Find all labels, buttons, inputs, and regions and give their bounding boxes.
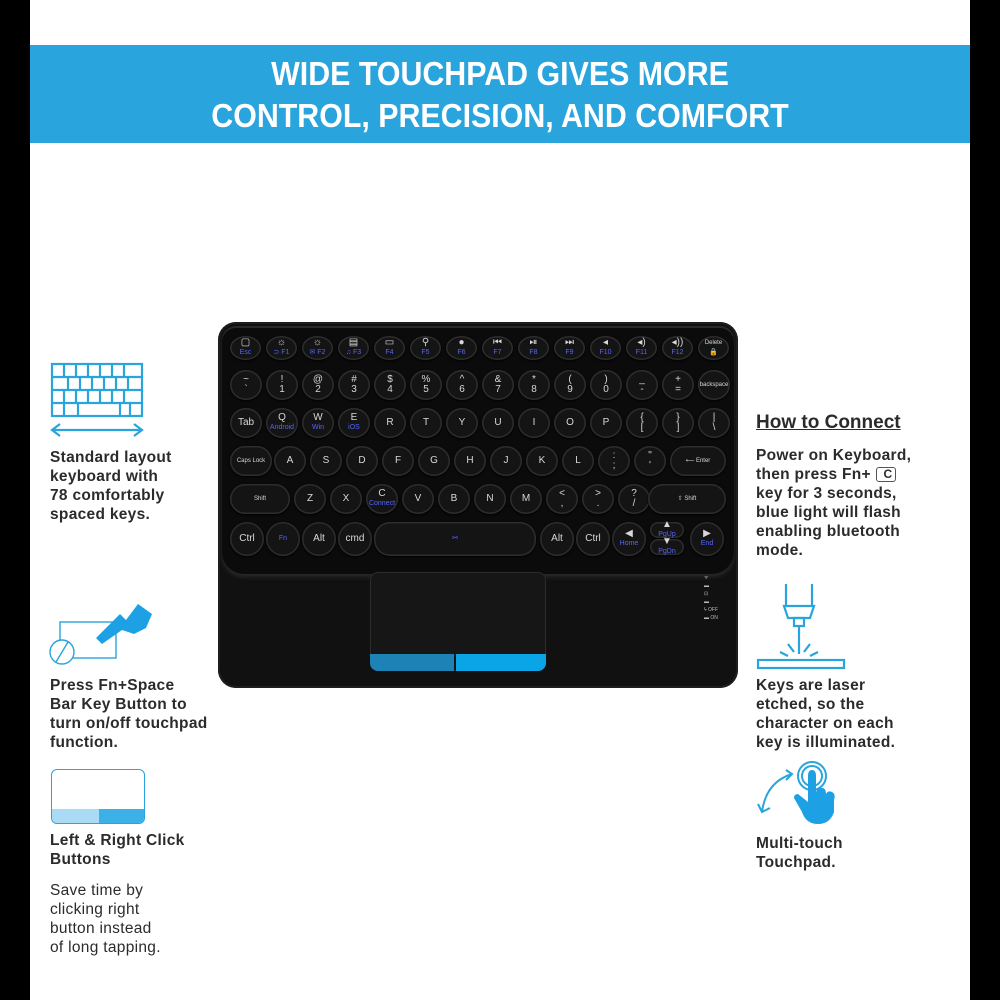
- key-legend: Z: [306, 493, 314, 504]
- key-legend: ⊃ F1: [273, 349, 290, 356]
- key-legend: ☼: [276, 337, 287, 348]
- headline-line-1: WIDE TOUCHPAD GIVES MORE: [271, 55, 729, 92]
- keyboard-key: [302, 408, 334, 438]
- key-legend: Win: [311, 424, 325, 431]
- c-key-glyph: [876, 467, 897, 482]
- key-legend: &: [494, 374, 502, 385]
- keyboard-key: [582, 484, 614, 514]
- key-legend: {: [640, 412, 644, 423]
- keyboard-key: [230, 336, 261, 360]
- key-legend: cmd: [345, 533, 365, 544]
- key-legend: ◂: [602, 337, 609, 348]
- how-to-connect-heading: How to Connect: [756, 412, 901, 433]
- touchpad-right-button: [456, 654, 546, 671]
- multitouch-hand-icon: [756, 760, 842, 826]
- keyboard-key: [590, 370, 622, 400]
- touchpad-left-button: [370, 654, 454, 671]
- key-legend: ": [648, 450, 652, 461]
- key-legend: 6: [459, 384, 465, 395]
- key-legend: ⚯: [452, 535, 458, 542]
- key-legend: Home: [619, 540, 639, 547]
- touchpad-toggle-icon: [48, 600, 158, 670]
- key-legend: (: [568, 374, 572, 385]
- text-line: function.: [50, 734, 119, 751]
- text-line: then press Fn+: [756, 466, 871, 483]
- key-legend: ^: [459, 374, 465, 385]
- keyboard-key: [518, 336, 549, 360]
- keyboard-key: [690, 522, 724, 556]
- key-legend: !: [280, 374, 284, 385]
- text-line: spaced keys.: [50, 506, 151, 523]
- key-legend: PgDn: [658, 548, 676, 555]
- key-legend: X: [342, 493, 350, 504]
- key-legend: ⟵ Enter: [685, 458, 711, 464]
- key-legend: backspace: [699, 382, 729, 388]
- feature-touchpad-toggle: [50, 676, 208, 752]
- key-legend: F9: [565, 349, 574, 356]
- keyboard-key: [698, 336, 729, 360]
- keyboard-key: [546, 484, 578, 514]
- keyboard-key: [374, 370, 406, 400]
- key-legend: S: [322, 455, 330, 466]
- key-legend: F: [394, 455, 402, 466]
- keyboard-key: [612, 522, 646, 556]
- key-legend: ;: [612, 460, 616, 471]
- key-legend: ▶: [703, 528, 711, 539]
- product-infographic: [30, 0, 970, 1000]
- keyboard-key: [576, 522, 610, 556]
- key-legend: ]: [676, 422, 680, 433]
- key-legend: M: [521, 493, 531, 504]
- keyboard-key: [662, 408, 694, 438]
- keyboard-key: [474, 484, 506, 514]
- status-led: ▬ ON: [704, 615, 718, 621]
- key-legend: :: [612, 450, 616, 461]
- key-legend: #: [351, 374, 357, 385]
- text-line: key for 3 seconds,: [756, 485, 897, 502]
- key-legend: Fn: [278, 535, 288, 542]
- keyboard-key: [230, 446, 272, 476]
- text-line: character on each: [756, 715, 894, 732]
- keyboard-key: [230, 370, 262, 400]
- key-legend: 1: [279, 384, 285, 395]
- keyboard-key: [366, 484, 398, 514]
- key-legend: ⇧ Shift: [677, 496, 697, 502]
- key-legend: O: [566, 417, 574, 428]
- keyboard-key: [338, 522, 372, 556]
- key-legend: _: [639, 374, 645, 385]
- keyboard-key: [266, 336, 297, 360]
- key-legend: ✉ F2: [309, 349, 326, 356]
- status-led: ϟ OFF: [704, 607, 719, 613]
- key-legend: ▼: [662, 536, 672, 547]
- key-legend: F12: [671, 349, 684, 356]
- text-line: keyboard with: [50, 468, 159, 485]
- key-legend: Caps Lock: [236, 458, 266, 464]
- key-legend: H: [466, 455, 474, 466]
- key-legend: iOS: [348, 424, 360, 431]
- key-legend: J: [503, 455, 509, 466]
- connect-instructions: [756, 446, 911, 560]
- key-legend: ▢: [240, 337, 251, 348]
- text-line-with-key: [756, 465, 911, 484]
- key-legend: K: [538, 455, 546, 466]
- keyboard-key: [698, 408, 730, 438]
- text-line: turn on/off touchpad: [50, 715, 208, 732]
- text-line: Press Fn+Space: [50, 677, 175, 694]
- keyboard-key: [410, 370, 442, 400]
- text-line: blue light will flash: [756, 504, 901, 521]
- keyboard-key: [590, 336, 621, 360]
- key-legend: >: [595, 488, 601, 499]
- key-legend: E: [350, 412, 358, 423]
- keyboard-key: [446, 336, 477, 360]
- key-legend: 4: [387, 384, 393, 395]
- text-line: Bar Key Button to: [50, 696, 187, 713]
- text-line: Multi-touch: [756, 835, 843, 852]
- key-legend: Ctrl: [239, 533, 255, 544]
- key-legend: ◂): [637, 337, 646, 348]
- keyboard-key: [410, 408, 442, 438]
- keyboard-key: [374, 336, 405, 360]
- key-legend: V: [414, 493, 422, 504]
- keyboard-key: [330, 484, 362, 514]
- keyboard-key: [554, 370, 586, 400]
- key-legend: [: [640, 422, 644, 433]
- key-legend: 8: [531, 384, 537, 395]
- text-line: Left & Right Click: [50, 832, 185, 849]
- key-legend: Connect: [368, 500, 396, 507]
- keyboard-key: [554, 408, 586, 438]
- key-legend: ♫ F3: [345, 349, 362, 356]
- text-line: clicking right: [50, 901, 140, 918]
- key-legend: F10: [599, 349, 612, 356]
- keyboard-key: [302, 370, 334, 400]
- feature-click-buttons-desc: [50, 881, 161, 957]
- right-click-shape: [99, 809, 144, 823]
- text-line: Buttons: [50, 851, 111, 868]
- keyboard-key: [338, 336, 369, 360]
- feature-multitouch: [756, 834, 843, 872]
- keyboard-key: [266, 408, 298, 438]
- key-legend: ◀: [625, 528, 633, 539]
- laser-icon: [756, 582, 848, 672]
- keyboard-key: [626, 408, 658, 438]
- keyboard-key: [518, 408, 550, 438]
- key-legend: U: [494, 417, 502, 428]
- text-line: enabling bluetooth: [756, 523, 901, 540]
- key-legend: }: [676, 412, 680, 423]
- key-legend: ⏯: [529, 337, 538, 348]
- keyboard-key: [454, 446, 486, 476]
- key-legend: 0: [603, 384, 609, 395]
- key-legend: 3: [351, 384, 357, 395]
- status-led: ᯤ: [704, 575, 709, 581]
- key-legend: ▭: [384, 337, 395, 348]
- status-led: ▬: [704, 599, 709, 605]
- keyboard-key: [274, 446, 306, 476]
- headline-banner: [30, 45, 970, 143]
- keyboard-key: [590, 408, 622, 438]
- text-line: mode.: [756, 542, 804, 559]
- keyboard-key: [230, 408, 262, 438]
- key-legend: Ctrl: [585, 533, 601, 544]
- text-line: etched, so the: [756, 696, 865, 713]
- key-legend: D: [358, 455, 366, 466]
- keyboard-key: [626, 370, 658, 400]
- key-legend: -: [640, 384, 644, 395]
- keyboard-key: [374, 408, 406, 438]
- key-legend: ●: [458, 337, 465, 348]
- keyboard-key: [670, 446, 726, 476]
- keyboard-key: [482, 408, 514, 438]
- key-legend: ▤: [348, 337, 359, 348]
- keyboard-key: [438, 484, 470, 514]
- keyboard-key: [446, 370, 478, 400]
- key-legend: Esc: [239, 349, 252, 356]
- feature-laser-etched: [756, 676, 895, 752]
- key-label: C: [883, 467, 893, 481]
- keyboard-key-area: [222, 326, 734, 574]
- key-legend: ⏭: [565, 337, 574, 348]
- feature-standard-layout: [50, 448, 172, 524]
- key-legend: =: [675, 384, 681, 395]
- keyboard-key: [698, 370, 730, 400]
- key-legend: .: [596, 498, 600, 509]
- text-line: Save time by: [50, 882, 144, 899]
- key-legend: F8: [529, 349, 538, 356]
- key-legend: ?: [631, 488, 637, 499]
- keyboard-key: [510, 484, 542, 514]
- key-legend: ~: [243, 374, 249, 385]
- keyboard-icon: [50, 362, 146, 442]
- key-legend: 5: [423, 384, 429, 395]
- key-legend: %: [421, 374, 431, 385]
- key-legend: Tab: [237, 417, 255, 428]
- status-leds: [704, 574, 718, 622]
- key-legend: <: [559, 488, 565, 499]
- text-line: Touchpad.: [756, 854, 836, 871]
- keyboard-key: [562, 446, 594, 476]
- key-legend: /: [632, 498, 636, 509]
- key-legend: @: [312, 374, 324, 385]
- keyboard-key: [338, 408, 370, 438]
- keyboard-key: [650, 536, 684, 555]
- key-legend: N: [486, 493, 494, 504]
- keyboard-key: [346, 446, 378, 476]
- click-buttons-icon: [51, 769, 145, 824]
- key-legend: End: [700, 540, 714, 547]
- key-legend: `: [244, 384, 248, 395]
- key-legend: 7: [495, 384, 501, 395]
- keyboard-key: [294, 484, 326, 514]
- touchpad: [370, 572, 546, 671]
- key-legend: A: [286, 455, 294, 466]
- key-legend: B: [450, 493, 458, 504]
- key-legend: Alt: [313, 533, 325, 544]
- key-legend: Y: [458, 417, 466, 428]
- key-legend: +: [675, 374, 681, 385]
- keyboard-key: [648, 484, 726, 514]
- left-click-shape: [52, 809, 99, 823]
- key-legend: Android: [269, 424, 295, 431]
- key-legend: ⚲: [421, 337, 430, 348]
- key-legend: F5: [421, 349, 430, 356]
- keyboard-key: [266, 522, 300, 556]
- text-line: Power on Keyboard,: [756, 447, 912, 464]
- key-legend: T: [422, 417, 430, 428]
- key-legend: F6: [457, 349, 466, 356]
- key-legend: ◂)): [671, 337, 684, 348]
- keyboard-key: [526, 446, 558, 476]
- key-legend: I: [532, 417, 536, 428]
- key-legend: ,: [560, 498, 564, 509]
- keyboard-key: [490, 446, 522, 476]
- key-legend: Q: [278, 412, 286, 423]
- keyboard-key: [302, 336, 333, 360]
- keyboard-key: [554, 336, 585, 360]
- feature-click-buttons-title: [50, 831, 185, 869]
- key-legend: PgUp: [658, 531, 676, 538]
- key-legend: \: [712, 422, 716, 433]
- key-legend: *: [532, 374, 536, 385]
- keyboard-key: [410, 336, 441, 360]
- key-legend: 2: [315, 384, 321, 395]
- key-legend: F4: [385, 349, 394, 356]
- keyboard-key: [230, 484, 290, 514]
- keyboard-key: [598, 446, 630, 476]
- key-legend: G: [430, 455, 438, 466]
- key-legend: ⏮: [493, 337, 502, 348]
- key-legend: 🔒: [709, 349, 718, 356]
- keyboard-key: [374, 522, 536, 556]
- key-legend: W: [313, 412, 323, 423]
- key-legend: ': [649, 460, 651, 471]
- keyboard-key: [482, 336, 513, 360]
- text-line: of long tapping.: [50, 939, 161, 956]
- key-legend: L: [575, 455, 581, 466]
- key-legend: Delete: [704, 340, 723, 346]
- keyboard-key: [302, 522, 336, 556]
- key-legend: Shift: [253, 496, 266, 502]
- keyboard-key: [482, 370, 514, 400]
- keyboard-product-image: [218, 322, 738, 688]
- keyboard-key: [446, 408, 478, 438]
- keyboard-key: [230, 522, 264, 556]
- key-legend: 9: [567, 384, 573, 395]
- key-legend: Alt: [551, 533, 563, 544]
- key-legend: C: [378, 488, 386, 499]
- text-line: key is illuminated.: [756, 734, 896, 751]
- status-led: ⊡: [704, 591, 709, 597]
- key-legend: P: [602, 417, 610, 428]
- keyboard-key: [266, 370, 298, 400]
- key-legend: ▲: [662, 519, 672, 530]
- keyboard-key: [662, 336, 693, 360]
- key-legend: ☼: [312, 337, 323, 348]
- keyboard-key: [626, 336, 657, 360]
- keyboard-key: [402, 484, 434, 514]
- key-legend: $: [387, 374, 393, 385]
- text-line: button instead: [50, 920, 152, 937]
- keyboard-key: [662, 370, 694, 400]
- keyboard-key: [338, 370, 370, 400]
- keyboard-key: [418, 446, 450, 476]
- headline-line-2: CONTROL, PRECISION, AND COMFORT: [211, 97, 789, 134]
- key-legend: |: [712, 412, 716, 423]
- key-legend: F11: [635, 349, 648, 356]
- keyboard-key: [540, 522, 574, 556]
- text-line: Standard layout: [50, 449, 172, 466]
- keyboard-key: [634, 446, 666, 476]
- key-legend: R: [386, 417, 394, 428]
- keyboard-key: [382, 446, 414, 476]
- text-line: Keys are laser: [756, 677, 866, 694]
- text-line: 78 comfortably: [50, 487, 165, 504]
- keyboard-key: [518, 370, 550, 400]
- key-legend: F7: [493, 349, 502, 356]
- key-legend: ): [604, 374, 608, 385]
- keyboard-key: [310, 446, 342, 476]
- keyboard-key: [618, 484, 650, 514]
- status-led: ▬: [704, 583, 709, 589]
